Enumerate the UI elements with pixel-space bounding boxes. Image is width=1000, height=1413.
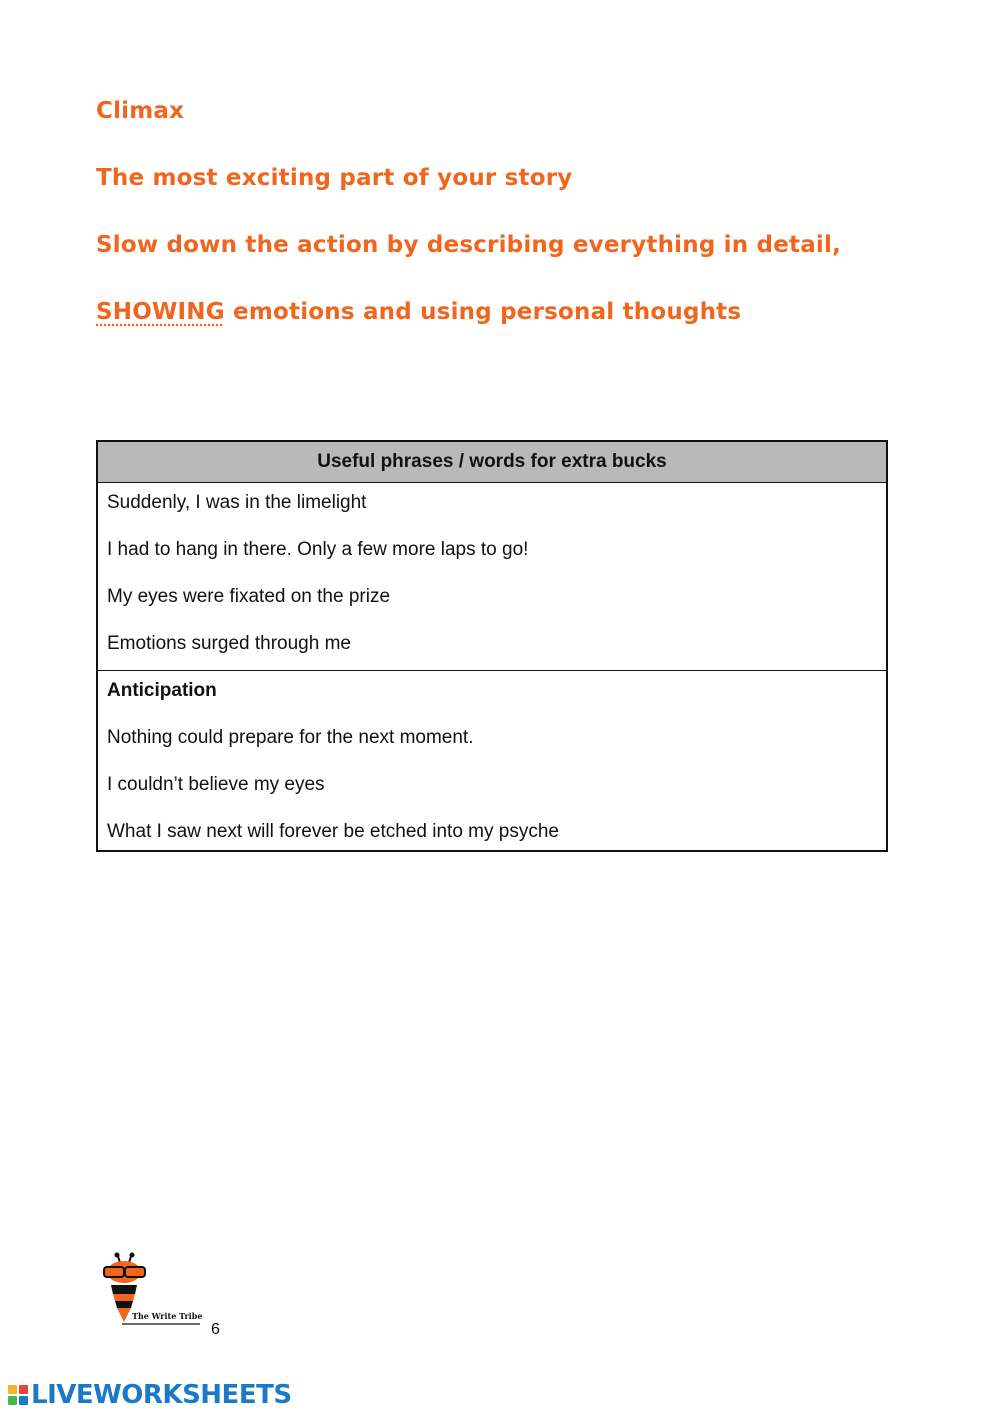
showing-word: SHOWING [96,299,225,325]
logo-text: The Write Tribe [132,1311,203,1321]
phrase-row: I couldn’t believe my eyes [107,774,325,795]
table-section-phrases [98,483,886,670]
phrase-row: Nothing could prepare for the next moment. [107,727,474,748]
page-number: 6 [211,1321,220,1338]
instruction-line-2 [96,299,741,325]
subtitle: The most exciting part of your story [96,165,573,191]
watermark-text: LIVEWORKSHEETS [31,1380,292,1410]
phrase-row: What I saw next will forever be etched into my psyche [107,821,559,842]
phrase-row: Emotions surged through me [107,633,351,654]
liveworksheets-logo-icon [8,1385,28,1405]
table-header: Useful phrases / words for extra bucks [98,442,886,483]
instruction-rest: emotions and using personal thoughts [224,299,742,325]
phrase-row: I had to hang in there. Only a few more laps to go! [107,539,529,560]
phrase-table [96,440,888,852]
table-section-anticipation [98,670,886,850]
section-title-anticipation: Anticipation [107,680,217,701]
write-tribe-logo [100,1250,210,1330]
liveworksheets-watermark [8,1380,292,1410]
phrase-row: Suddenly, I was in the limelight [107,492,367,513]
instruction-line-1: Slow down the action by describing everything in detail, [96,232,842,258]
page-title: Climax [96,98,185,124]
phrase-row: My eyes were fixated on the prize [107,586,391,607]
